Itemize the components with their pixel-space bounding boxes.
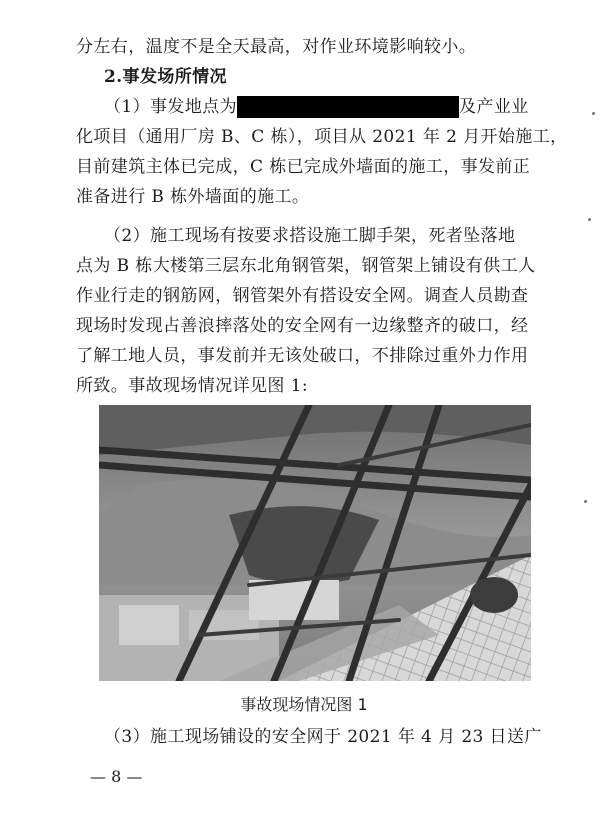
scan-mark xyxy=(592,112,595,115)
text-line: 目前建筑主体已完成，C 栋已完成外墙面的施工，事发前正 xyxy=(76,157,531,177)
page-number: — 8 — xyxy=(90,767,143,786)
text-line: 点为 B 栋大楼第三层东北角钢管架，钢管架上铺设有供工人 xyxy=(76,256,536,276)
redaction-bar xyxy=(237,96,459,118)
text-segment: （1）事发地点为 xyxy=(104,97,238,117)
text-line: 作业行走的钢筋网，钢管架外有搭设安全网。调查人员勘查 xyxy=(76,286,529,306)
text-line: 准备进行 B 栋外墙面的施工。 xyxy=(76,187,310,207)
text-line: （3）施工现场铺设的安全网于 2021 年 4 月 23 日送广 xyxy=(104,727,542,747)
text-line: 现场时发现占善浪摔落处的安全网有一边缘整齐的破口，经 xyxy=(76,316,529,336)
figure-caption: 事故现场情况图 1 xyxy=(240,695,368,714)
text-segment: 及产业业 xyxy=(459,97,529,117)
text-line: （2）施工现场有按要求搭设施工脚手架，死者坠落地 xyxy=(104,226,516,246)
text-line xyxy=(104,96,560,118)
scan-mark xyxy=(588,218,591,221)
text-line: 化项目（通用厂房 B、C 栋），项目从 2021 年 2 月开始施工， xyxy=(76,127,568,147)
text-line: 所致。事故现场情况详见图 1: xyxy=(76,376,308,396)
text-line: 分左右，温度不是全天最高，对作业环境影响较小。 xyxy=(76,37,477,57)
section-heading: 2.事发场所情况 xyxy=(104,67,227,87)
scaffold-photo-illustration xyxy=(99,405,531,681)
text-line: 了解工地人员，事发前并无该处破口，不排除过重外力作用 xyxy=(76,346,529,366)
accident-scene-photo xyxy=(99,405,531,681)
scan-mark xyxy=(584,500,587,503)
